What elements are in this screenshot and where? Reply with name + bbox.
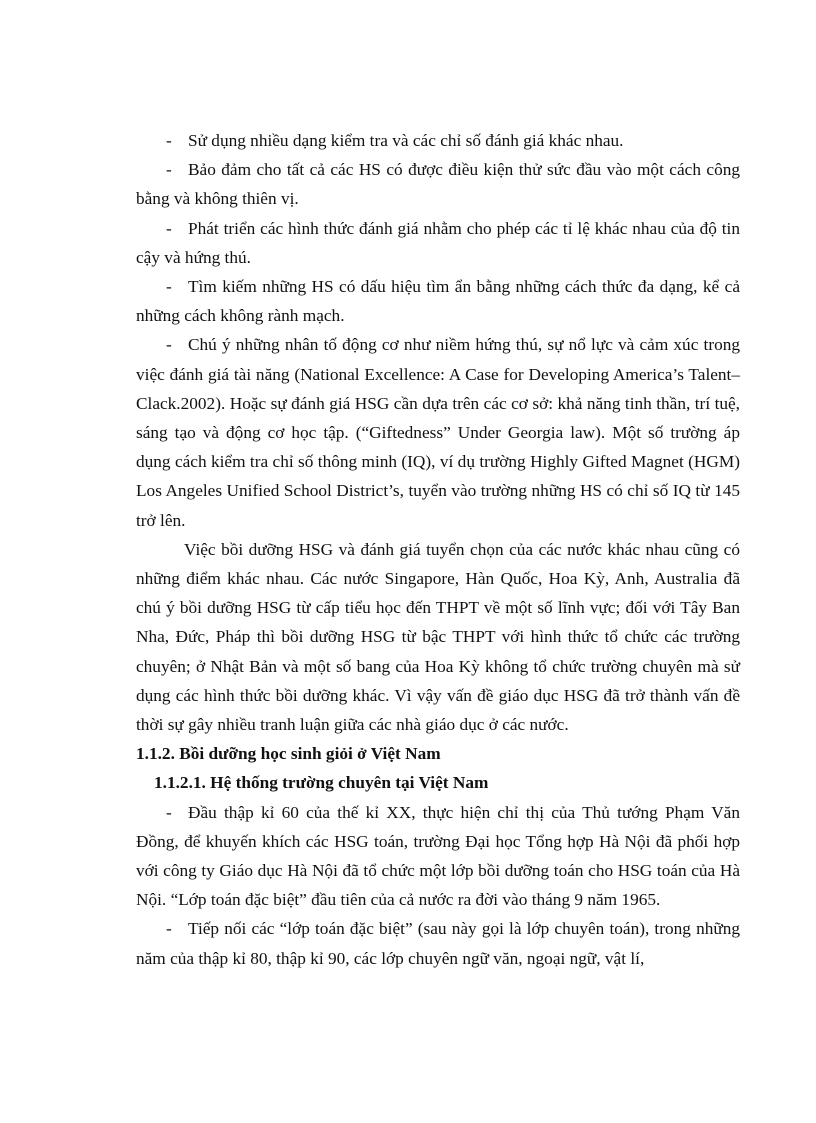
paragraph-text: Việc bồi dưỡng HSG và đánh giá tuyển chọn của các nước khác nhau cũng có những điểm khác nhau. Các nước Singapore, Hàn Quốc, Hoa Kỳ, Anh, Australia đã chú ý bồi dưỡng HSG từ cấp tiểu học đến THPT về một số lĩnh vực; đối với Tây Ban Nha, Đức, Pháp thì bồi dưỡng HSG từ bậc THPT với hình thức tổ chức các trường chuyên; ở Nhật Bản và một số bang của Hoa Kỳ không tổ chức trường chuyên mà sử dụng các hình thức bồi dưỡng khác. Vì vậy vấn đề giáo dục HSG đã trở thành vấn đề thời sự gây nhiều tranh luận giữa các nhà giáo dục ở các nước. — [136, 539, 740, 735]
paragraph-text: Tiếp nối các “lớp toán đặc biệt” (sau này gọi là lớp chuyên toán), trong những năm của thập kỉ 80, thập kỉ 90, các lớp chuyên ngữ văn, ngoại ngữ, vật lí, — [136, 919, 740, 968]
dash-marker: - — [166, 335, 172, 355]
bullet-paragraph-1 — [136, 126, 740, 155]
bullet-paragraph-5 — [136, 330, 740, 534]
section-heading-1-1-2: 1.1.2. Bồi dưỡng học sinh giỏi ở Việt Nam — [136, 744, 441, 764]
bullet-paragraph-7 — [136, 914, 740, 972]
dash-marker: - — [166, 277, 172, 297]
body-paragraph — [136, 535, 740, 739]
bullet-paragraph-4 — [136, 272, 740, 330]
document-body — [136, 126, 740, 973]
bullet-paragraph-6 — [136, 798, 740, 915]
paragraph-text: Phát triển các hình thức đánh giá nhằm cho phép các tỉ lệ khác nhau của độ tin cậy và hứng thú. — [136, 218, 740, 267]
paragraph-text: Tìm kiếm những HS có dấu hiệu tìm ẩn bằng những cách thức đa dạng, kể cả những cách không rành mạch. — [136, 277, 740, 326]
dash-marker: - — [166, 160, 172, 180]
bullet-paragraph-3 — [136, 214, 740, 272]
paragraph-text: Sử dụng nhiều dạng kiểm tra và các chỉ số đánh giá khác nhau. — [188, 131, 624, 150]
paragraph-text: Đầu thập kỉ 60 của thế kỉ XX, thực hiện chỉ thị của Thủ tướng Phạm Văn Đồng, để khuyến khích các HSG toán, trường Đại học Tổng hợp Hà Nội đã phối hợp với công ty Giáo dục Hà Nội đã tổ chức một lớp bồi dưỡng toán cho HSG toán của Hà Nội. “Lớp toán đặc biệt” đầu tiên của cả nước ra đời vào tháng 9 năm 1965. — [136, 802, 740, 910]
paragraph-text: Bảo đảm cho tất cả các HS có được điều kiện thử sức đầu vào một cách công bằng và không thiên vị. — [136, 160, 740, 209]
bullet-paragraph-2 — [136, 155, 740, 213]
dash-marker: - — [166, 802, 172, 822]
dash-marker: - — [166, 218, 172, 238]
section-heading-1-1-2-1: 1.1.2.1. Hệ thống trường chuyên tại Việt Nam — [154, 773, 489, 793]
dash-marker: - — [166, 919, 172, 939]
paragraph-text: Chú ý những nhân tố động cơ như niềm hứng thú, sự nổ lực và cảm xúc trong việc đánh giá tài năng (National Excellence: A Case for Developing America’s Talent–Clack.2002). Hoặc sự đánh giá HSG cần dựa trên các cơ sở: khả năng tinh thần, trí tuệ, sáng tạo và động cơ học tập. (“Giftedness” Under Georgia law). Một số trường áp dụng cách kiểm tra chỉ số thông minh (IQ), ví dụ trường Highly Gifted Magnet (HGM) Los Angeles Unified School District’s, tuyển vào trường những HS có chỉ số IQ từ 145 trở lên. — [136, 335, 740, 530]
dash-marker: - — [166, 131, 172, 150]
